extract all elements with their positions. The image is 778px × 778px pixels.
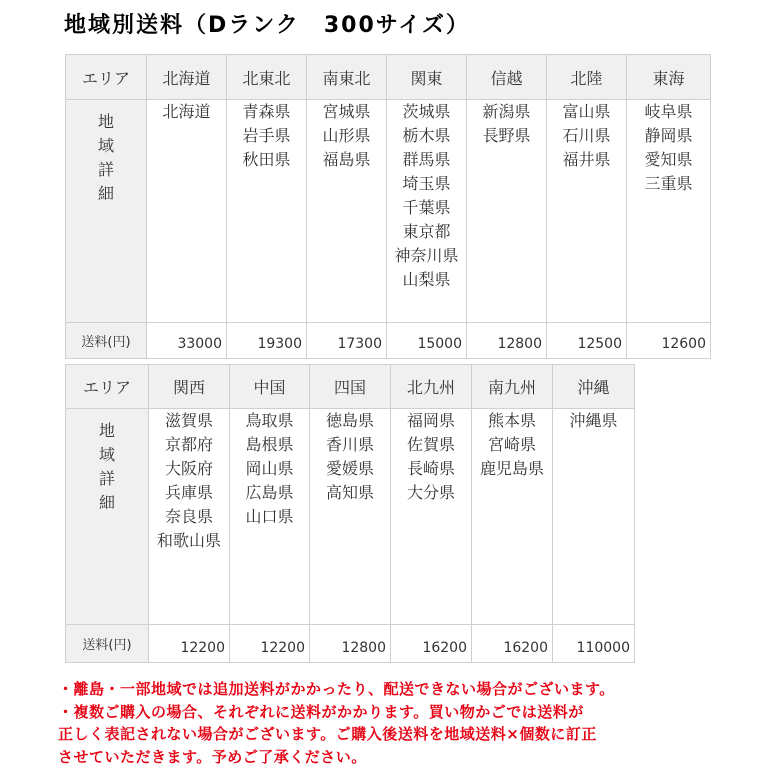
prefecture-name: 宮城県 <box>322 102 371 121</box>
shipping-price: 17300 <box>307 323 387 359</box>
region-prefecture-list <box>147 100 227 323</box>
prefecture-name: 茨城県 <box>402 102 451 121</box>
prefecture-name: 熊本県 <box>487 411 536 430</box>
shipping-price: 12500 <box>547 323 627 359</box>
prefecture-name: 岡山県 <box>245 459 294 478</box>
region-header: 関東 <box>387 55 467 100</box>
shipping-price: 12800 <box>310 625 391 663</box>
prefecture-name: 兵庫県 <box>164 483 213 502</box>
prefecture-name: 埼玉県 <box>402 174 451 193</box>
region-header: 中国 <box>230 365 310 409</box>
shipping-price: 12200 <box>149 625 230 663</box>
prefecture-name: 徳島県 <box>325 411 374 430</box>
shipping-price: 12600 <box>627 323 711 359</box>
shipping-rate-table-1 <box>65 54 711 359</box>
shipping-notes <box>58 678 738 768</box>
prefecture-name: 東京都 <box>402 222 451 241</box>
shipping-price: 110000 <box>553 625 635 663</box>
prefecture-name: 福岡県 <box>406 411 455 430</box>
prefecture-name: 愛媛県 <box>325 459 374 478</box>
prefecture-name: 岐阜県 <box>644 102 693 121</box>
shipping-price: 12800 <box>467 323 547 359</box>
shipping-price: 19300 <box>227 323 307 359</box>
prefecture-name: 京都府 <box>164 435 213 454</box>
shipping-price: 16200 <box>391 625 472 663</box>
region-prefecture-list <box>472 409 553 625</box>
region-prefecture-list <box>310 409 391 625</box>
prefecture-name: 青森県 <box>242 102 291 121</box>
prefecture-name: 大阪府 <box>164 459 213 478</box>
prefecture-name: 沖縄県 <box>569 411 618 430</box>
region-header: 南東北 <box>307 55 387 100</box>
region-header: 北九州 <box>391 365 472 409</box>
note-line: させていただきます。予めご了承ください。 <box>58 747 367 766</box>
prefecture-name: 佐賀県 <box>406 435 455 454</box>
prefecture-name: 宮崎県 <box>487 435 536 454</box>
prefecture-name: 高知県 <box>325 483 374 502</box>
prefecture-name: 香川県 <box>325 435 374 454</box>
detail-label-char: 域 <box>97 136 114 155</box>
prefecture-name: 岩手県 <box>242 126 291 145</box>
region-prefecture-list <box>307 100 387 323</box>
region-prefecture-list <box>391 409 472 625</box>
region-header: 東海 <box>627 55 711 100</box>
region-header: 沖縄 <box>553 365 635 409</box>
detail-label-char: 詳 <box>98 469 115 488</box>
shipping-fee-label: 送料(円) <box>66 323 147 359</box>
detail-label-char: 細 <box>98 493 115 512</box>
prefecture-name: 北海道 <box>162 102 211 121</box>
detail-label-char: 地 <box>98 421 115 440</box>
prefecture-name: 山梨県 <box>402 270 451 289</box>
area-header: エリア <box>66 55 147 100</box>
region-header: 南九州 <box>472 365 553 409</box>
region-prefecture-list <box>230 409 310 625</box>
prefecture-name: 石川県 <box>562 126 611 145</box>
region-header: 四国 <box>310 365 391 409</box>
region-detail-label <box>66 100 147 323</box>
prefecture-name: 栃木県 <box>402 126 451 145</box>
prefecture-name: 新潟県 <box>482 102 531 121</box>
shipping-fee-label: 送料(円) <box>66 625 149 663</box>
region-prefecture-list <box>227 100 307 323</box>
prefecture-name: 山形県 <box>322 126 371 145</box>
prefecture-name: 三重県 <box>644 174 693 193</box>
prefecture-name: 群馬県 <box>402 150 451 169</box>
prefecture-name: 山口県 <box>245 507 294 526</box>
region-prefecture-list <box>547 100 627 323</box>
region-header: 北陸 <box>547 55 627 100</box>
prefecture-name: 富山県 <box>562 102 611 121</box>
prefecture-name: 奈良県 <box>164 507 213 526</box>
prefecture-name: 秋田県 <box>242 150 291 169</box>
prefecture-name: 長野県 <box>482 126 531 145</box>
shipping-price: 16200 <box>472 625 553 663</box>
prefecture-name: 千葉県 <box>402 198 451 217</box>
region-header: 関西 <box>149 365 230 409</box>
note-line: ・複数ご購入の場合、それぞれに送料がかかります。買い物かごでは送料が <box>58 702 584 721</box>
prefecture-name: 長崎県 <box>406 459 455 478</box>
prefecture-name: 大分県 <box>406 483 455 502</box>
region-header: 信越 <box>467 55 547 100</box>
prefecture-name: 島根県 <box>245 435 294 454</box>
shipping-rate-table-2 <box>65 364 635 663</box>
prefecture-name: 広島県 <box>245 483 294 502</box>
shipping-price: 15000 <box>387 323 467 359</box>
region-prefecture-list <box>553 409 635 625</box>
region-header: 北東北 <box>227 55 307 100</box>
prefecture-name: 神奈川県 <box>394 246 459 265</box>
region-prefecture-list <box>467 100 547 323</box>
prefecture-name: 福島県 <box>322 150 371 169</box>
note-line: ・離島・一部地域では追加送料がかかったり、配送できない場合がございます。 <box>58 680 615 698</box>
note-line: 正しく表記されない場合がございます。ご購入後送料を地域送料×個数に訂正 <box>58 725 597 743</box>
shipping-price: 33000 <box>147 323 227 359</box>
detail-label-char: 詳 <box>97 160 114 179</box>
detail-label-char: 細 <box>97 184 114 203</box>
prefecture-name: 静岡県 <box>644 126 693 145</box>
region-prefecture-list <box>627 100 711 323</box>
prefecture-name: 鳥取県 <box>245 411 294 430</box>
region-detail-label <box>66 409 149 625</box>
area-header: エリア <box>66 365 149 409</box>
detail-label-char: 域 <box>98 445 115 464</box>
prefecture-name: 和歌山県 <box>156 531 221 550</box>
region-header: 北海道 <box>147 55 227 100</box>
prefecture-name: 愛知県 <box>644 150 693 169</box>
prefecture-name: 鹿児島県 <box>479 459 544 478</box>
prefecture-name: 滋賀県 <box>164 411 213 430</box>
page-title: 地域別送料（Dランク 300サイズ） <box>64 13 470 38</box>
region-prefecture-list <box>149 409 230 625</box>
shipping-price: 12200 <box>230 625 310 663</box>
prefecture-name: 福井県 <box>562 150 611 169</box>
region-prefecture-list <box>387 100 467 323</box>
detail-label-char: 地 <box>97 112 114 131</box>
